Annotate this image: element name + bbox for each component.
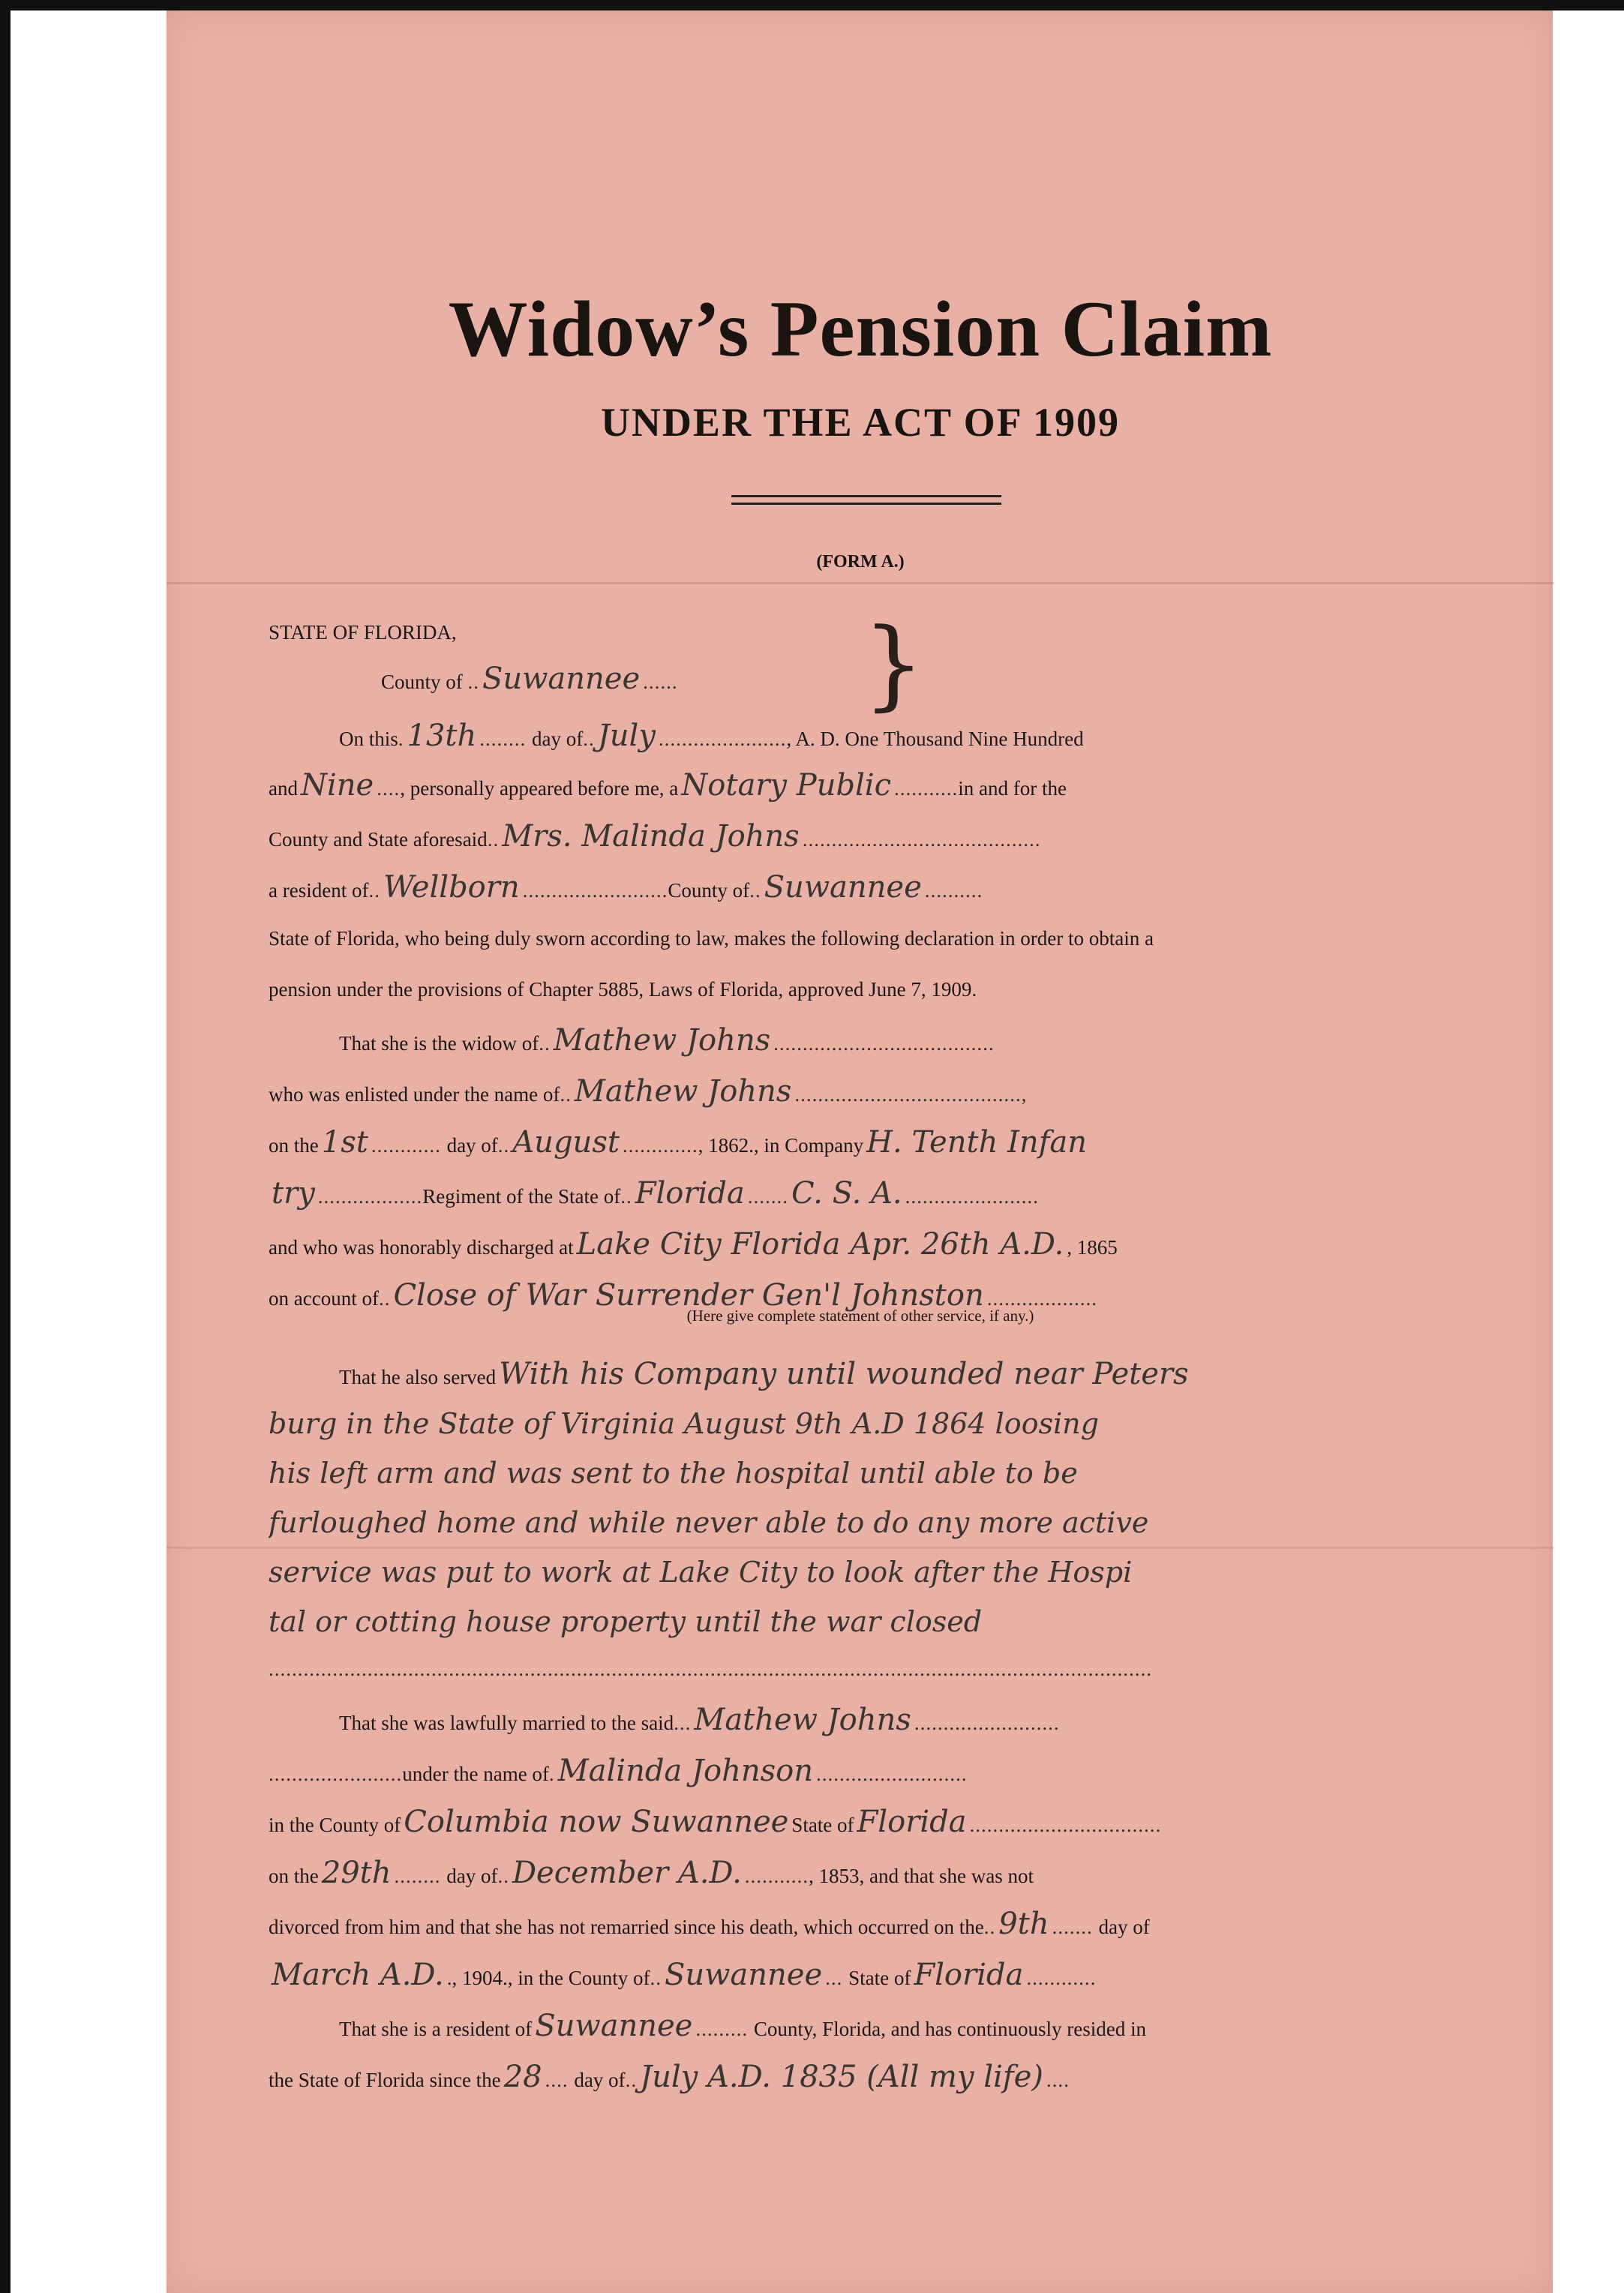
oath-month-handwritten: July bbox=[597, 719, 656, 753]
also-served-handwritten-2: burg in the State of Virginia August 9th A.D 1864 loosing bbox=[269, 1407, 1099, 1440]
scan-right-margin bbox=[1553, 11, 1624, 2293]
county-line: County of .. Suwannee ...... bbox=[381, 662, 678, 696]
company-handwritten: H. Tenth Infan bbox=[866, 1125, 1088, 1160]
claimant-handwritten: Mrs. Malinda Johns bbox=[502, 819, 800, 854]
residence-county-handwritten: Suwannee bbox=[764, 870, 922, 905]
resident-line: That she is a resident of Suwannee ......... County, Florida, and has continuously resided in bbox=[339, 2009, 1147, 2043]
oath-year-handwritten: Nine bbox=[300, 768, 374, 803]
marriage-day-handwritten: 29th bbox=[321, 1856, 392, 1890]
enlist-date-line: on the 1st ............ day of.. August ............., 1862., in Company H. Tenth Infan bbox=[269, 1124, 1469, 1161]
claimant-line: County and State aforesaid.. Mrs. Malinda Johns ......................................... bbox=[269, 819, 1041, 854]
resided-since-line: the State of Florida since the 28 .... day of.. July A.D. 1835 (All my life) .... bbox=[269, 2060, 1070, 2094]
title-rule bbox=[731, 503, 1001, 505]
death-month-handwritten: March A.D. bbox=[272, 1958, 444, 1992]
widow-of-line: That she is the widow of.. Mathew Johns ...................................... bbox=[339, 1023, 995, 1058]
state-handwritten: Florida bbox=[635, 1176, 745, 1211]
oath-officer-line: and Nine ...., personally appeared before me, a Notary Public ...........in and for the bbox=[269, 768, 1067, 803]
officer-handwritten: Notary Public bbox=[681, 768, 892, 803]
service-instruction-note: (Here give complete statement of other service, if any.) bbox=[686, 1307, 1034, 1325]
blank-dotted-line: ........................................................................................................................................................ bbox=[269, 1658, 1152, 1680]
married-to-handwritten: Mathew Johns bbox=[694, 1703, 911, 1737]
marriage-county-handwritten: Columbia now Suwannee bbox=[404, 1805, 789, 1839]
since-day-handwritten: 28 bbox=[503, 2060, 542, 2094]
scan-top-border bbox=[0, 0, 1624, 11]
venue-brace: } bbox=[863, 607, 925, 721]
enlist-month-handwritten: August bbox=[512, 1125, 620, 1160]
title-rule bbox=[731, 495, 1001, 497]
oath-date-line: On this. 13th ........ day of.. July ......................, A. D. One Thousand Nine Hundred bbox=[339, 719, 1084, 753]
enlisted-name-line: who was enlisted under the name of.. Mathew Johns ......................................., bbox=[269, 1074, 1028, 1109]
marriage-date-line: on the 29th ........ day of.. December A.D. ..........., 1853, and that she was not bbox=[269, 1856, 1034, 1890]
army-handwritten: C. S. A. bbox=[791, 1176, 902, 1211]
scan-left-border bbox=[0, 0, 11, 2293]
residence-line: a resident of.. Wellborn .........................County of.. Suwannee .......... bbox=[269, 870, 983, 905]
discharge-reason-line: on account of.. Close of War Surrender Gen'l Johnston ................... bbox=[269, 1278, 1097, 1313]
enlisted-name-handwritten: Mathew Johns bbox=[574, 1074, 792, 1109]
death-place-line: March A.D. ., 1904., in the County of.. Suwannee ... State of Florida ............ bbox=[269, 1956, 1469, 1994]
death-state-handwritten: Florida bbox=[914, 1958, 1024, 1992]
also-served-handwritten-5: service was put to work at Lake City to look after the Hospi bbox=[269, 1556, 1133, 1589]
enlist-day-handwritten: 1st bbox=[321, 1125, 368, 1160]
death-day-handwritten: 9th bbox=[998, 1907, 1049, 1941]
also-served-line: That he also served With his Company until wounded near Peters bbox=[339, 1352, 1469, 1397]
discharge-place-handwritten: Lake City Florida Apr. 26th A.D. bbox=[576, 1227, 1064, 1262]
resident-county-handwritten: Suwannee bbox=[535, 2009, 693, 2043]
discharge-line: and who was honorably discharged at Lake City Florida Apr. 26th A.D. , 1865 bbox=[269, 1227, 1118, 1262]
residence-handwritten: Wellborn bbox=[383, 870, 520, 905]
paper-fold-line bbox=[167, 582, 1554, 584]
oath-day-handwritten: 13th bbox=[407, 719, 477, 753]
maiden-name-line: .......................under the name of. Malinda Johnson .......................... bbox=[269, 1754, 968, 1788]
county-label: County of bbox=[381, 671, 463, 693]
county-handwritten: Suwannee bbox=[482, 662, 641, 696]
marriage-state-handwritten: Florida bbox=[857, 1805, 967, 1839]
state-label: STATE OF FLORIDA, bbox=[269, 621, 457, 644]
declaration-line-2: pension under the provisions of Chapter 5885, Laws of Florida, approved June 7, 1909. bbox=[269, 978, 977, 1001]
regiment-line: try ..................Regiment of the State of.. Florida ....... C. S. A. ....................... bbox=[269, 1175, 1469, 1212]
discharge-reason-handwritten: Close of War Surrender Gen'l Johnston bbox=[393, 1278, 984, 1313]
form-number: (FORM A.) bbox=[816, 552, 905, 572]
death-line: divorced from him and that she has not remarried since his death, which occurred on the.. 9th ....... day of bbox=[269, 1907, 1150, 1941]
marriage-county-line: in the County of Columbia now Suwannee State of Florida ................................. bbox=[269, 1805, 1162, 1839]
form-title: Widow’s Pension Claim bbox=[448, 285, 1273, 373]
maiden-name-handwritten: Malinda Johnson bbox=[557, 1754, 814, 1788]
company-cont-handwritten: try bbox=[272, 1176, 315, 1211]
death-county-handwritten: Suwannee bbox=[665, 1958, 823, 1992]
married-to-line: That she was lawfully married to the said... Mathew Johns ......................... bbox=[339, 1703, 1060, 1737]
also-served-handwritten-1: With his Company until wounded near Peters bbox=[499, 1357, 1189, 1391]
husband-handwritten: Mathew Johns bbox=[553, 1023, 771, 1058]
since-month-handwritten: July A.D. 1835 (All my life) bbox=[640, 2060, 1043, 2094]
form-subtitle: UNDER THE ACT OF 1909 bbox=[600, 400, 1121, 445]
also-served-handwritten-6: tal or cotting house property until the war closed bbox=[269, 1605, 983, 1638]
declaration-line-1: State of Florida, who being duly sworn according to law, makes the following declaration in order to obtain a bbox=[269, 927, 1154, 950]
also-served-handwritten-4: furloughed home and while never able to do any more active bbox=[269, 1506, 1149, 1539]
paper-fold-line bbox=[167, 1547, 1554, 1549]
also-served-handwritten-3: his left arm and was sent to the hospital until able to be bbox=[269, 1457, 1078, 1490]
marriage-month-handwritten: December A.D. bbox=[512, 1856, 742, 1890]
